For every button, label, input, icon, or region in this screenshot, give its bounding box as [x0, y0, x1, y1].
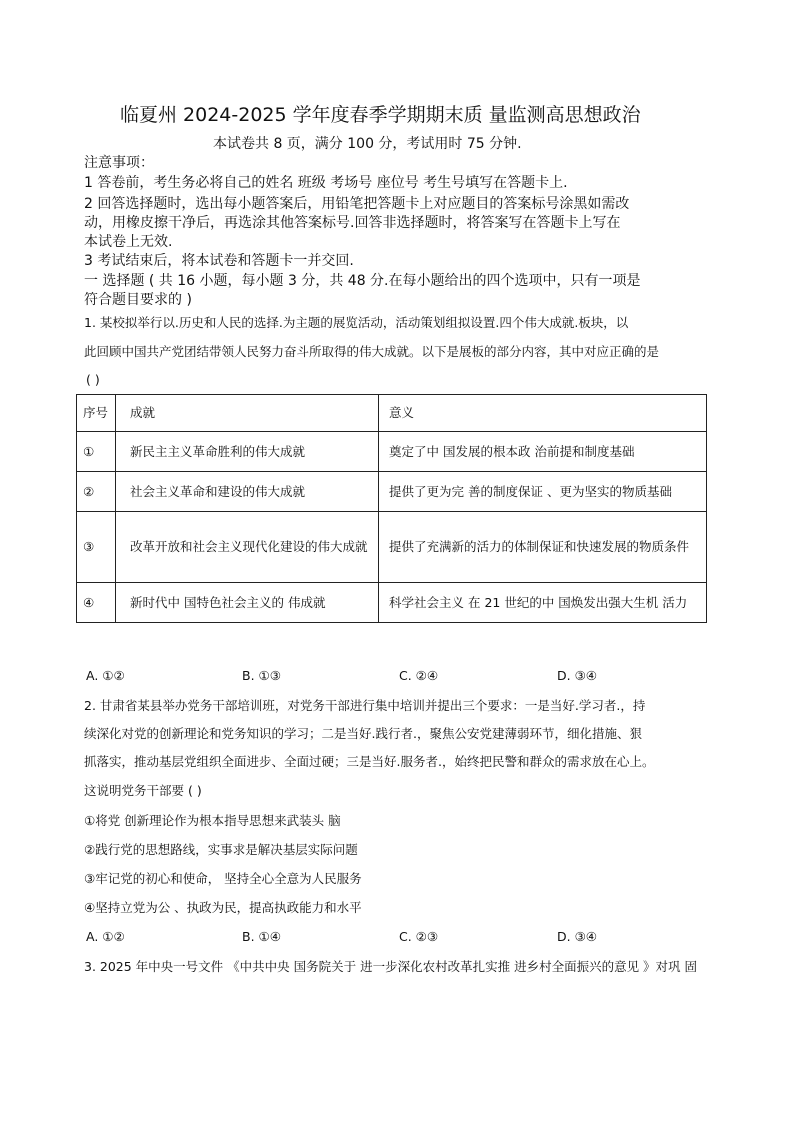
notice-line: 动，用橡皮擦干净后，再选涂其他答案标号.回答非选择题时，将答案写在答题卡上写在: [84, 215, 621, 231]
option-d: D. ③④: [557, 929, 597, 944]
table-row: [77, 583, 707, 623]
table-header-row: [77, 395, 707, 432]
option-c: C. ②④: [399, 668, 439, 683]
question-2-item: ③牢记党的初心和使命， 坚持全心全意为人民服务: [84, 871, 362, 886]
table-cell: ①: [77, 432, 116, 472]
question-2-text: 2. 甘肃省某县举办党务干部培训班，对党务干部进行集中培训并提出三个要求：一是当好.学习者.，持: [84, 698, 646, 713]
question-2-item: ②践行党的思想路线，实事求是解决基层实际问题: [84, 842, 358, 857]
table-cell: ②: [77, 472, 116, 512]
question-2-text: 续深化对党的创新理论和党务知识的学习；二是当好.践行者.，聚焦公安党建薄弱环节，细化措施、狠: [84, 726, 642, 741]
question-2-text: 抓落实，推动基层党组织全面进步、全面过硬；三是当好.服务者.，始终把民警和群众的需求放在心上。: [84, 754, 655, 769]
notice-heading: 注意事项：: [84, 155, 154, 171]
table-header: 意义: [379, 395, 707, 432]
exam-subtitle: 本试卷共 8 页，满分 100 分，考试用时 75 分钟.: [213, 136, 522, 152]
table-cell: 社会主义革命和建设的伟大成就: [116, 472, 379, 512]
option-c: C. ②③: [399, 929, 439, 944]
question-1-paren: ( ): [86, 372, 100, 387]
option-a: A. ①②: [86, 668, 125, 683]
table-cell: ③: [77, 512, 116, 583]
question-2-text: 这说明党务干部要 ( ): [84, 783, 202, 798]
table-cell: 提供了充满新的活力的体制保证和快速发展的物质条件: [379, 512, 707, 583]
question-1-text: 1. 某校拟举行以.历史和人民的选择.为主题的展览活动，活动策划组拟设置.四个伟大成就.板块，以: [84, 315, 629, 330]
table-cell: 提供了更为完 善的制度保证 、更为坚实的物质基础: [379, 472, 707, 512]
table-cell: ④: [77, 583, 116, 623]
notice-line: 1 答卷前，考生务必将自己的姓名 班级 考场号 座位号 考生号填写在答题卡上.: [84, 175, 568, 191]
question-2-item: ④坚持立党为公 、执政为民，提高执政能力和水平: [84, 900, 362, 915]
table-cell: 奠定了中 国发展的根本政 治前提和制度基础: [379, 432, 707, 472]
notice-line: 本试卷上无效.: [84, 234, 173, 250]
question-1-table: [76, 394, 707, 623]
table-cell: 改革开放和社会主义现代化建设的伟大成就: [116, 512, 379, 583]
table-header: 成就: [116, 395, 379, 432]
question-2-item: ①将党 创新理论作为根本指导思想来武装头 脑: [84, 813, 341, 828]
notice-line: 3 考试结束后，将本试卷和答题卡一并交回.: [84, 253, 354, 269]
exam-title: 临夏州 2024-2025 学年度春季学期期末质 量监测高思想政治: [120, 104, 641, 126]
option-a: A. ①②: [86, 929, 125, 944]
option-b: B. ①③: [242, 668, 281, 683]
section-heading: 符合题目要求的 ): [84, 292, 192, 308]
table-row: [77, 512, 707, 583]
table-header: 序号: [77, 395, 116, 432]
question-1-text: 此回顾中国共产党团结带领人民努力奋斗所取得的伟大成就。以下是展板的部分内容，其中对应正确的是: [84, 344, 660, 359]
table-cell: 新时代中 国特色社会主义的 伟成就: [116, 583, 379, 623]
table-cell: 科学社会主义 在 21 世纪的中 国焕发出强大生机 活力: [379, 583, 707, 623]
table-row: [77, 472, 707, 512]
question-3-text: 3. 2025 年中央一号文件 《中共中央 国务院关于 进一步深化农村改革扎实推 进乡村全面振兴的意见 》对巩 固: [84, 959, 698, 974]
option-b: B. ①④: [242, 929, 281, 944]
section-heading: 一 选择题 ( 共 16 小题，每小题 3 分，共 48 分.在每小题给出的四个选项中，只有一项是: [84, 273, 641, 289]
option-d: D. ③④: [557, 668, 597, 683]
table-cell: 新民主主义革命胜利的伟大成就: [116, 432, 379, 472]
notice-line: 2 回答选择题时，选出每小题答案后，用铅笔把答题卡上对应题目的答案标号涂黑如需改: [84, 196, 630, 212]
table-row: [77, 432, 707, 472]
